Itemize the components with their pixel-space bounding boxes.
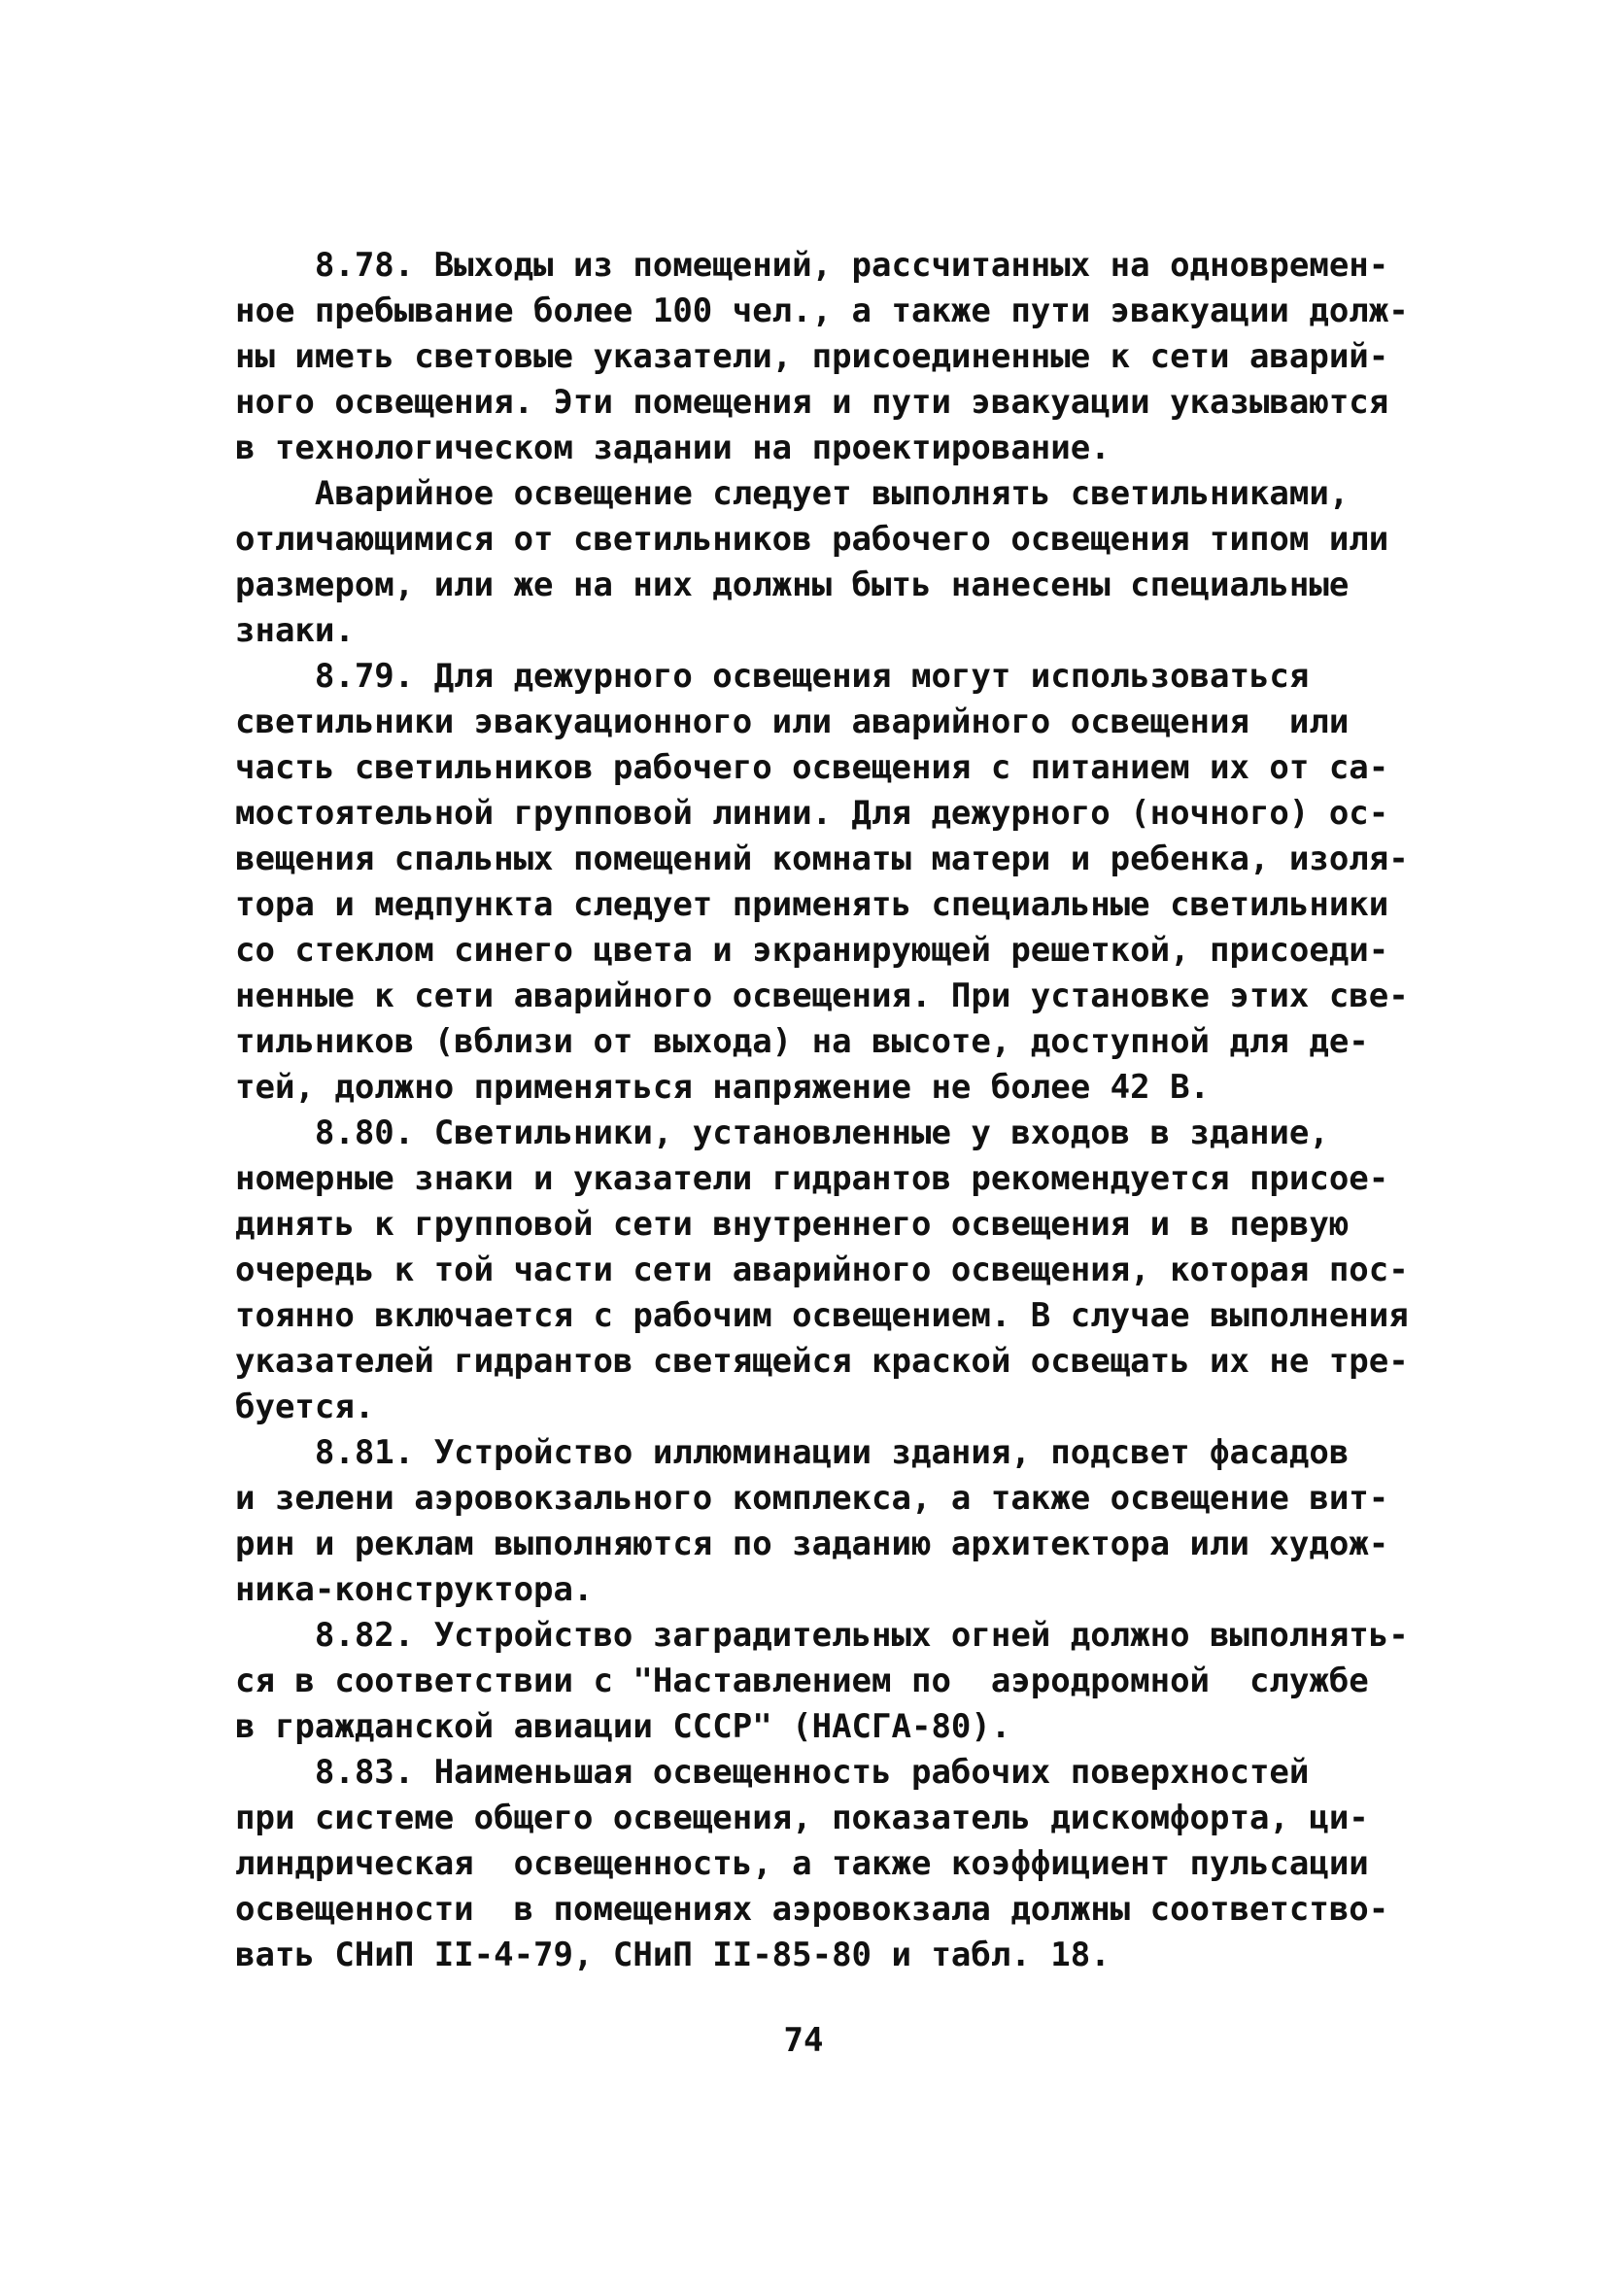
paragraph bbox=[235, 654, 1409, 1111]
paragraph bbox=[235, 243, 1409, 471]
text-line: вать СНиП II-4-79, СНиП II-85-80 и табл. 18. bbox=[235, 1936, 1111, 1974]
text-line: номерные знаки и указатели гидрантов рекомендуется присое- bbox=[235, 1159, 1389, 1198]
text-line: тоянно включается с рабочим освещением. В случае выполнения bbox=[235, 1296, 1409, 1335]
text-line: 8.81. Устройство иллюминации здания, подсвет фасадов bbox=[235, 1433, 1350, 1472]
text-line: ного освещения. Эти помещения и пути эвакуации указываются bbox=[235, 383, 1389, 422]
text-line: ное пребывание более 100 чел., а также пути эвакуации долж- bbox=[235, 291, 1409, 330]
text-line: тильников (вблизи от выхода) на высоте, доступной для де- bbox=[235, 1022, 1369, 1061]
text-line: в технологическом задании на проектирование. bbox=[235, 428, 1111, 467]
text-line: и зелени аэровокзального комплекса, а также освещение вит- bbox=[235, 1479, 1389, 1518]
text-line: размером, или же на них должны быть нанесены специальные bbox=[235, 565, 1350, 604]
text-line: 8.83. Наименьшая освещенность рабочих поверхностей bbox=[235, 1753, 1310, 1792]
text-line: тора и медпункта следует применять специальные светильники bbox=[235, 885, 1389, 924]
text-line: вещения спальных помещений комнаты матери и ребенка, изоля- bbox=[235, 840, 1409, 878]
paragraph bbox=[235, 1750, 1389, 1978]
text-line: ны иметь световые указатели, присоединенные к сети аварий- bbox=[235, 337, 1389, 376]
text-line: динять к групповой сети внутреннего освещения и в первую bbox=[235, 1205, 1350, 1244]
text-line: знаки. bbox=[235, 611, 355, 650]
text-line: ника-конструктора. bbox=[235, 1570, 594, 1609]
text-line: 8.82. Устройство заградительных огней должно выполнять- bbox=[235, 1616, 1409, 1655]
text-line: освещенности в помещениях аэровокзала должны соответство- bbox=[235, 1890, 1389, 1929]
paragraph bbox=[235, 1613, 1409, 1750]
text-line: со стеклом синего цвета и экранирующей решеткой, присоеди- bbox=[235, 931, 1389, 970]
text-line: очередь к той части сети аварийного освещения, которая пос- bbox=[235, 1251, 1409, 1289]
text-line: тей, должно применяться напряжение не более 42 В. bbox=[235, 1068, 1211, 1107]
text-line: линдрическая освещенность, а также коэффициент пульсации bbox=[235, 1844, 1369, 1883]
text-line: в гражданской авиации СССР" (НАСГА-80). bbox=[235, 1707, 1011, 1746]
text-line: указателей гидрантов светящейся краской освещать их не тре- bbox=[235, 1342, 1409, 1381]
body-text bbox=[235, 243, 1409, 1978]
text-line: буется. bbox=[235, 1388, 375, 1426]
text-line: 8.80. Светильники, установленные у входов в здание, bbox=[235, 1114, 1329, 1152]
text-line: Аварийное освещение следует выполнять светильниками, bbox=[235, 474, 1350, 513]
text-line: 8.79. Для дежурного освещения могут использоваться bbox=[235, 657, 1310, 696]
paragraph bbox=[235, 471, 1389, 654]
paragraph bbox=[235, 1111, 1409, 1430]
text-line: светильники эвакуационного или аварийного освещения или bbox=[235, 703, 1350, 741]
text-line: 8.78. Выходы из помещений, рассчитанных на одновремен- bbox=[235, 246, 1389, 285]
text-line: ненные к сети аварийного освещения. При установке этих све- bbox=[235, 977, 1409, 1015]
paragraph bbox=[235, 1430, 1389, 1613]
text-line: мостоятельной групповой линии. Для дежурного (ночного) ос- bbox=[235, 794, 1389, 833]
text-line: ся в соответствии с "Наставлением по аэродромной службе bbox=[235, 1662, 1369, 1700]
text-line: рин и реклам выполняются по заданию архитектора или худож- bbox=[235, 1525, 1389, 1563]
text-line: часть светильников рабочего освещения с питанием их от са- bbox=[235, 748, 1389, 787]
page-number: 74 bbox=[783, 2021, 824, 2060]
text-line: при системе общего освещения, показатель дискомфорта, ци- bbox=[235, 1799, 1369, 1837]
text-line: отличающимися от светильников рабочего освещения типом или bbox=[235, 520, 1389, 559]
